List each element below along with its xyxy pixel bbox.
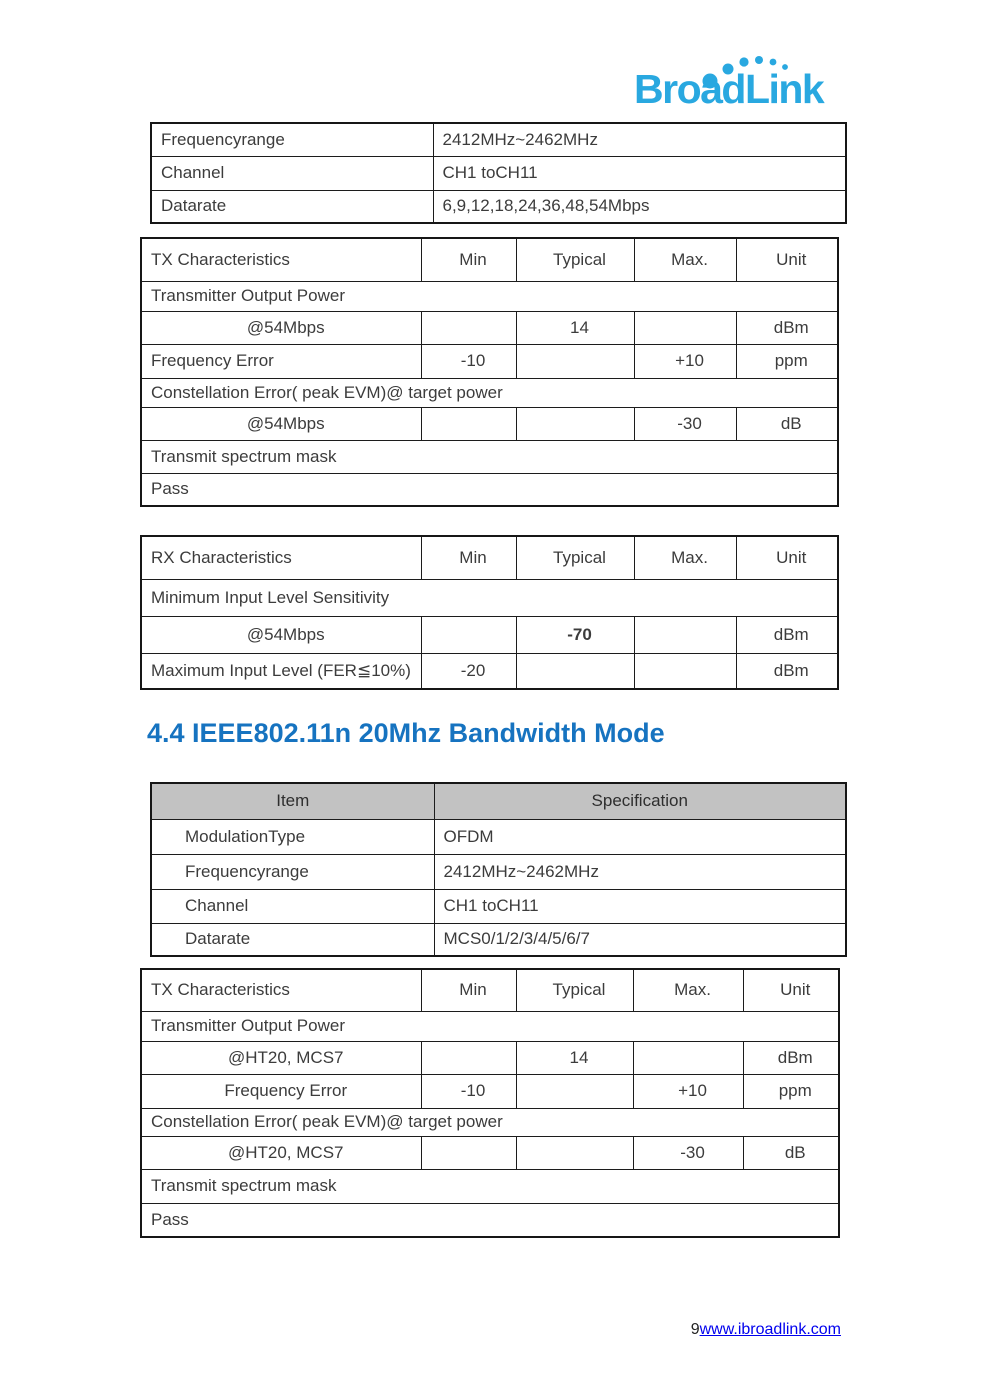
header-cell: Unit	[736, 536, 838, 579]
row-label: @HT20, MCS7	[141, 1041, 421, 1074]
header-cell: Max.	[633, 969, 743, 1011]
row-value: 2412MHz~2462MHz	[434, 854, 846, 889]
row-label: Channel	[151, 889, 434, 923]
header-cell: Min	[421, 536, 516, 579]
span-row-label: Pass	[141, 473, 838, 506]
row-label: @54Mbps	[141, 407, 421, 440]
unit-cell: dBm	[736, 616, 838, 653]
min-cell	[421, 1136, 516, 1169]
table-row	[151, 819, 846, 854]
unit-cell: ppm	[743, 1074, 839, 1108]
section-heading: 4.4 IEEE802.11n 20Mhz Bandwidth Mode	[147, 718, 665, 748]
page-footer	[691, 1321, 841, 1339]
typical-cell: 14	[516, 311, 634, 344]
row-label: ModulationType	[151, 819, 434, 854]
unit-cell: dB	[743, 1136, 839, 1169]
row-label: Datarate	[151, 190, 433, 223]
logo-text: BroadLink	[634, 66, 824, 112]
table-row	[141, 1136, 839, 1169]
header-cell: RX Characteristics	[141, 536, 421, 579]
table-row	[141, 473, 838, 506]
header-cell: Typical	[516, 238, 634, 281]
footer-link[interactable]: www.ibroadlink.com	[699, 1321, 841, 1338]
header-cell: TX Characteristics	[141, 969, 421, 1011]
header-cell: Max.	[634, 536, 736, 579]
table-row	[141, 344, 838, 378]
table-row	[141, 1041, 839, 1074]
row-label: Maximum Input Level (FER≦10%)	[141, 653, 421, 689]
item-specification-table-11n	[150, 782, 847, 957]
table-row	[141, 579, 838, 616]
row-value: CH1 toCH11	[434, 889, 846, 923]
tx-characteristics-table-11n	[140, 968, 840, 1238]
header-cell: Typical	[516, 536, 634, 579]
table-row	[141, 1169, 839, 1203]
table-header-row	[141, 969, 839, 1011]
header-cell: Typical	[516, 969, 633, 1011]
row-label: Datarate	[151, 923, 434, 956]
row-label: @54Mbps	[141, 311, 421, 344]
header-cell: Max.	[634, 238, 736, 281]
table-header-row	[151, 783, 846, 819]
min-cell	[421, 311, 516, 344]
header-cell: Item	[151, 783, 434, 819]
unit-cell: ppm	[736, 344, 838, 378]
row-label: Frequencyrange	[151, 854, 434, 889]
typical-cell	[516, 407, 634, 440]
table-row	[141, 1203, 839, 1237]
span-row-label: Constellation Error( peak EVM)@ target power	[141, 378, 838, 407]
row-value: OFDM	[434, 819, 846, 854]
table-row	[141, 1011, 839, 1041]
min-cell	[421, 616, 516, 653]
table-row	[141, 440, 838, 473]
rx-characteristics-table-11g	[140, 535, 839, 690]
row-value: 2412MHz~2462MHz	[433, 123, 846, 156]
span-row-label: Transmit spectrum mask	[141, 440, 838, 473]
row-value: 6,9,12,18,24,36,48,54Mbps	[433, 190, 846, 223]
table-row	[151, 190, 846, 223]
span-row-label: Transmitter Output Power	[141, 281, 838, 311]
table-row	[141, 281, 838, 311]
table-row	[151, 123, 846, 156]
unit-cell: dBm	[736, 311, 838, 344]
header-cell: Specification	[434, 783, 846, 819]
span-row-label: Transmitter Output Power	[141, 1011, 839, 1041]
header-cell: Min	[421, 969, 516, 1011]
max-cell: -30	[634, 407, 736, 440]
max-cell: +10	[634, 344, 736, 378]
table-header-row	[141, 536, 838, 579]
table-row	[141, 311, 838, 344]
row-label: Frequency Error	[141, 1074, 421, 1108]
table-row	[151, 923, 846, 956]
row-label: Channel	[151, 156, 433, 190]
header-cell: Unit	[743, 969, 839, 1011]
row-label: Frequencyrange	[151, 123, 433, 156]
typical-cell: -70	[516, 616, 634, 653]
typical-cell	[516, 1074, 633, 1108]
header-cell: Unit	[736, 238, 838, 281]
row-value: MCS0/1/2/3/4/5/6/7	[434, 923, 846, 956]
unit-cell: dBm	[736, 653, 838, 689]
row-value: CH1 toCH11	[433, 156, 846, 190]
page-number: 9	[690, 1321, 700, 1338]
min-cell	[421, 407, 516, 440]
table-row	[141, 407, 838, 440]
table-row	[141, 1108, 839, 1136]
max-cell: -30	[633, 1136, 743, 1169]
row-label: @54Mbps	[141, 616, 421, 653]
table-row	[151, 156, 846, 190]
span-row-label: Pass	[141, 1203, 839, 1237]
max-cell	[633, 1041, 743, 1074]
table-row	[141, 1074, 839, 1108]
unit-cell: dB	[736, 407, 838, 440]
header-cell: Min	[421, 238, 516, 281]
typical-cell	[516, 653, 634, 689]
span-row-label: Minimum Input Level Sensitivity	[141, 579, 838, 616]
row-label: @HT20, MCS7	[141, 1136, 421, 1169]
table-row	[151, 889, 846, 923]
min-cell: -10	[421, 344, 516, 378]
table-row	[141, 616, 838, 653]
table-row	[151, 854, 846, 889]
min-cell	[421, 1041, 516, 1074]
typical-cell	[516, 344, 634, 378]
typical-cell	[516, 1136, 633, 1169]
row-label: Frequency Error	[141, 344, 421, 378]
frequency-spec-table	[150, 122, 847, 224]
min-cell: -20	[421, 653, 516, 689]
table-header-row	[141, 238, 838, 281]
span-row-label: Constellation Error( peak EVM)@ target power	[141, 1108, 839, 1136]
tx-characteristics-table-11g	[140, 237, 839, 507]
unit-cell: dBm	[743, 1041, 839, 1074]
header-cell: TX Characteristics	[141, 238, 421, 281]
table-row	[141, 653, 838, 689]
span-row-label: Transmit spectrum mask	[141, 1169, 839, 1203]
max-cell: +10	[633, 1074, 743, 1108]
max-cell	[634, 653, 736, 689]
typical-cell: 14	[516, 1041, 633, 1074]
table-row	[141, 378, 838, 407]
max-cell	[634, 311, 736, 344]
broadlink-logo	[628, 48, 848, 118]
min-cell: -10	[421, 1074, 516, 1108]
max-cell	[634, 616, 736, 653]
